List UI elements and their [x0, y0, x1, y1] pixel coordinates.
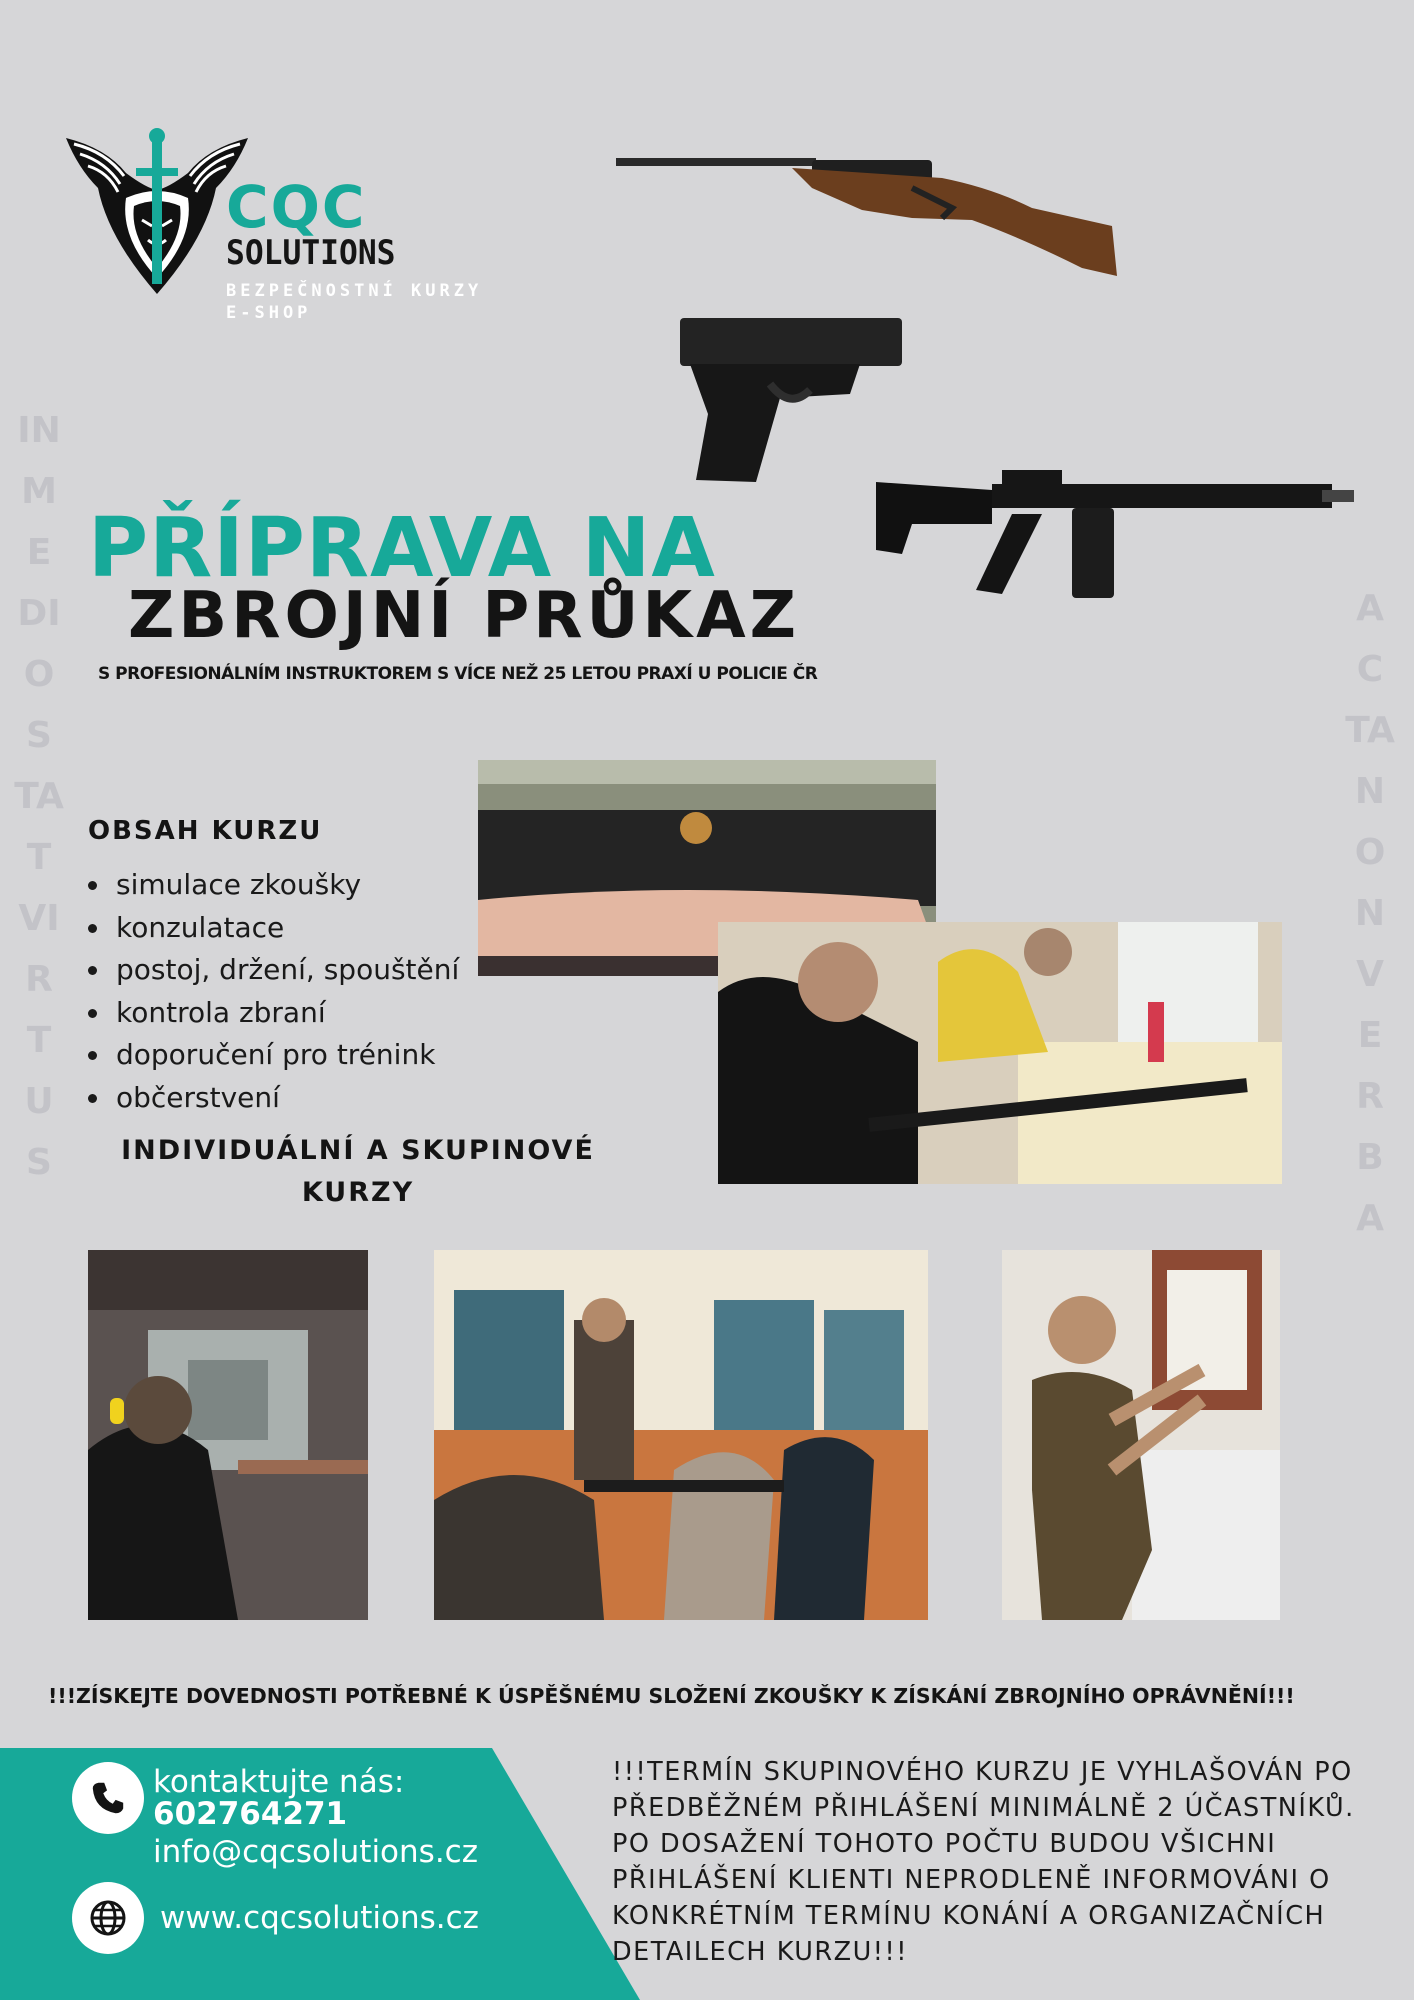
list-item: • občerstvení — [112, 1077, 459, 1120]
photo-shooting-range — [88, 1250, 368, 1620]
list-item: • kontrola zbraní — [112, 992, 459, 1035]
logo-emblem — [66, 128, 248, 298]
list-item: • postoj, držení, spouštění — [112, 949, 459, 992]
globe-icon[interactable] — [72, 1882, 144, 1954]
brand-tagline-line2: E-SHOP — [226, 303, 312, 323]
list-item: • doporučení pro trénink — [112, 1034, 459, 1077]
brand-name-solutions: SOLUTIONS — [226, 233, 396, 273]
skills-notice: !!!ZÍSKEJTE DOVEDNOSTI POTŘEBNÉ K ÚSPĚŠNÉMU SLOŽENÍ ZKOUŠKY K ZÍSKÁNÍ ZBROJNÍHO OPRÁVNĚNÍ!!! — [48, 1684, 1295, 1708]
course-format: INDIVIDUÁLNÍ A SKUPINOVÉ KURZY — [121, 1135, 595, 1208]
contact-website[interactable]: www.cqcsolutions.cz — [160, 1900, 479, 1936]
rifle-image — [612, 148, 1124, 280]
headline-line2: ZBROJNÍ PRŮKAZ — [128, 579, 801, 653]
side-motto-left: IN MEDIO STAT VIRTUS — [14, 410, 64, 1183]
brand-tagline-line1: BEZPEČNOSTNÍ KURZY — [226, 281, 483, 301]
list-item: • konzulatace — [112, 907, 459, 950]
photo-classroom-rifle — [718, 922, 1282, 1184]
contact-phone[interactable]: 602764271 — [153, 1796, 348, 1832]
photo-group-class — [434, 1250, 928, 1620]
course-content-list — [80, 864, 459, 1119]
headline-subtitle: S PROFESIONÁLNÍM INSTRUKTOREM S VÍCE NEŽ 25 LETOU PRAXÍ U POLICIE ČR — [98, 664, 818, 684]
term-notice: !!!TERMÍN SKUPINOVÉHO KURZU JE VYHLAŠOVÁN PO PŘEDBĚŽNÉM PŘIHLÁŠENÍ MINIMÁLNĚ 2 ÚČASTNÍKŮ. PO DOSAŽENÍ TOHOTO POČTU BUDOU VŠICHNI PŘIHLÁŠENÍ KLIENTI NEPRODLENĚ INFORMOVÁNI O KONKRÉTNÍM TERMÍNU KONÁNÍ A ORGANIZAČNÍCH DETAILECH KURZU!!! — [612, 1757, 1355, 1967]
phone-icon[interactable] — [72, 1762, 144, 1834]
brand-tagline — [226, 280, 482, 324]
course-content-title: OBSAH KURZU — [88, 816, 323, 846]
photo-instructor — [1002, 1250, 1280, 1620]
assault-rifle-image — [872, 454, 1356, 604]
pistol-image — [660, 314, 906, 486]
headline-line1: PŘÍPRAVA NA — [88, 501, 716, 596]
contact-label: kontaktujte nás: — [153, 1764, 405, 1800]
list-item: • simulace zkoušky — [112, 864, 459, 907]
brand-name-cqc: CQC — [226, 173, 367, 241]
contact-email[interactable]: info@cqcsolutions.cz — [153, 1834, 478, 1870]
side-motto-right: ACTA NON VERBA — [1345, 588, 1395, 1239]
